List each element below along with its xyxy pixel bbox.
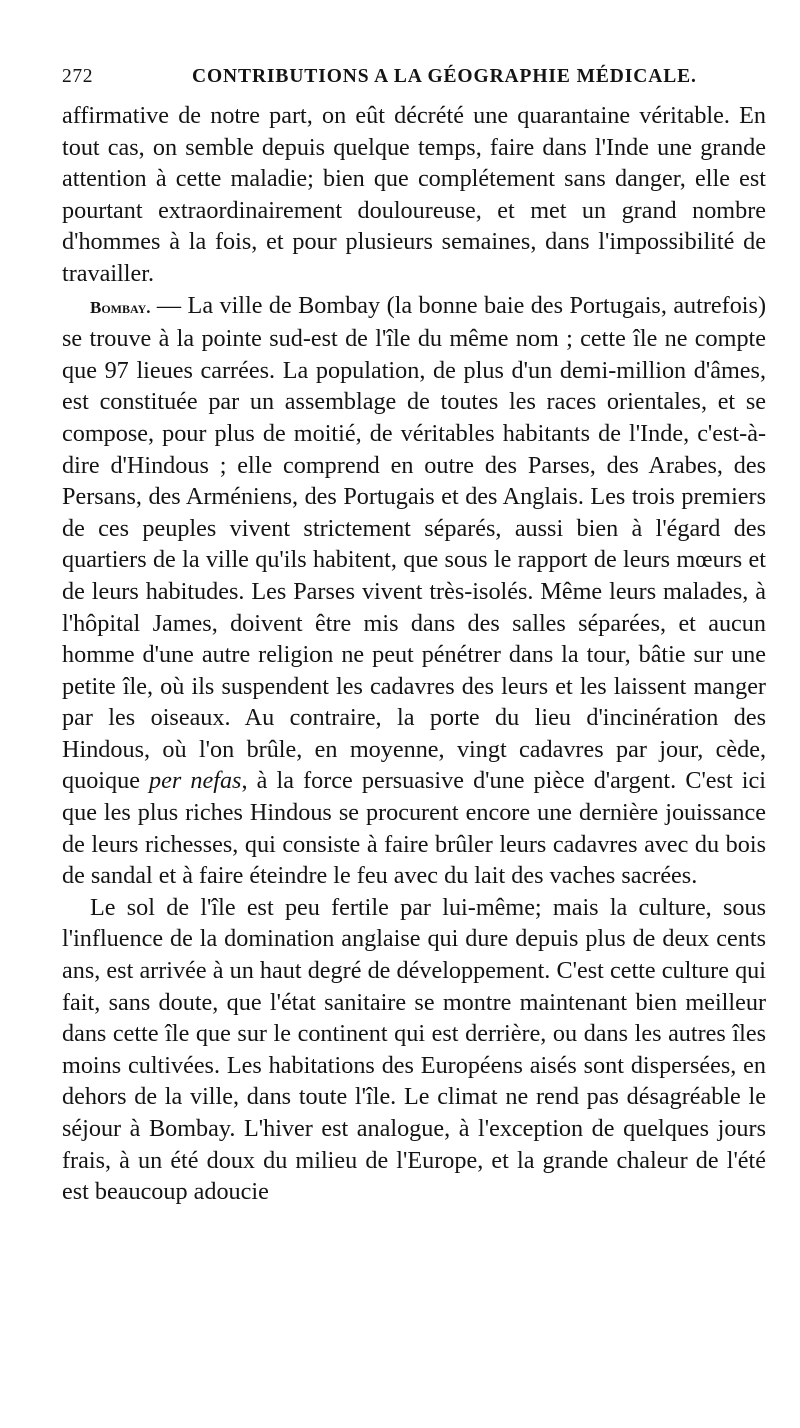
running-header	[62, 66, 766, 88]
section-subhead: Bombay.	[90, 297, 151, 317]
paragraph-3: Le sol de l'île est peu fertile par lui-même; mais la culture, sous l'influence de la domination anglaise qui dure depuis plus de deux cents ans, est arrivée à un haut degré de développement. C'est cette culture qui fait, sans doute, que l'état sanitaire se montre maintenant bien meilleur dans cette île que sur le continent qui est derrière, ou dans les autres îles moins cultivées. Les habitations des Européens aisés sont dispersées, en dehors de la ville, dans toute l'île. Le climat ne rend pas désagréable le séjour à Bombay. L'hiver est analogue, à l'exception de quelques jours frais, à un été doux du milieu de l'Europe, et la grande chaleur de l'été est beaucoup adoucie	[62, 893, 766, 1206]
paragraph-bombay	[62, 290, 766, 892]
paragraph-text: , à la force persuasive d'une pièce d'argent. C'est ici que les plus riches Hindous se procurent encore une dernière jouissance de leurs richesses, qui consiste à faire brûler leurs cadavres avec du bois de sandal et à faire éteindre le feu avec du lait des vaches sacrées.	[62, 767, 766, 890]
paragraph-text: — La ville de Bombay (la bonne baie des Portugais, autrefois) se trouve à la pointe sud-est de l'île du même nom ; cette île ne compte que 97 lieues carrées. La population, de plus d'un demi-million d'âmes, est constituée par un assemblage de toutes les races orientales, et se compose, pour plus de moitié, de véritables habitants de l'Inde, c'est-à-dire d'Hindous ; elle comprend en outre des Parses, des Arabes, des Persans, des Arméniens, des Portugais et des Anglais. Les trois premiers de ces peuples vivent strictement séparés, aussi bien à l'égard des quartiers de la ville qu'ils habitent, que sous le rapport de leurs mœurs et de leurs habitudes. Les Parses vivent très-isolés. Même leurs malades, à l'hôpital James, doivent être mis dans des salles séparées, et aucun homme d'une autre religion ne peut pénétrer dans la tour, bâtie sur une petite île, où ils suspendent les cadavres des leurs et les laissent manger par les oiseaux. Au contraire, la porte du lieu d'incinération des Hindous, où l'on brûle, en moyenne, vingt cadavres par jour, cède, quoique	[62, 291, 766, 795]
paragraph-1: affirmative de notre part, on eût décrété une quarantaine véritable. En tout cas, on semble depuis quelque temps, faire dans l'Inde une grande attention à cette maladie; bien que complétement sans danger, elle est pourtant extraordinairement douloureuse, et met un grand nombre d'hommes à la fois, et pour plusieurs semaines, dans l'impossibilité de travailler.	[62, 102, 766, 287]
page-number: 272	[62, 66, 94, 87]
running-title: CONTRIBUTIONS A LA GÉOGRAPHIE MÉDICALE.	[192, 66, 697, 87]
italic-phrase: per nefas	[149, 767, 242, 795]
